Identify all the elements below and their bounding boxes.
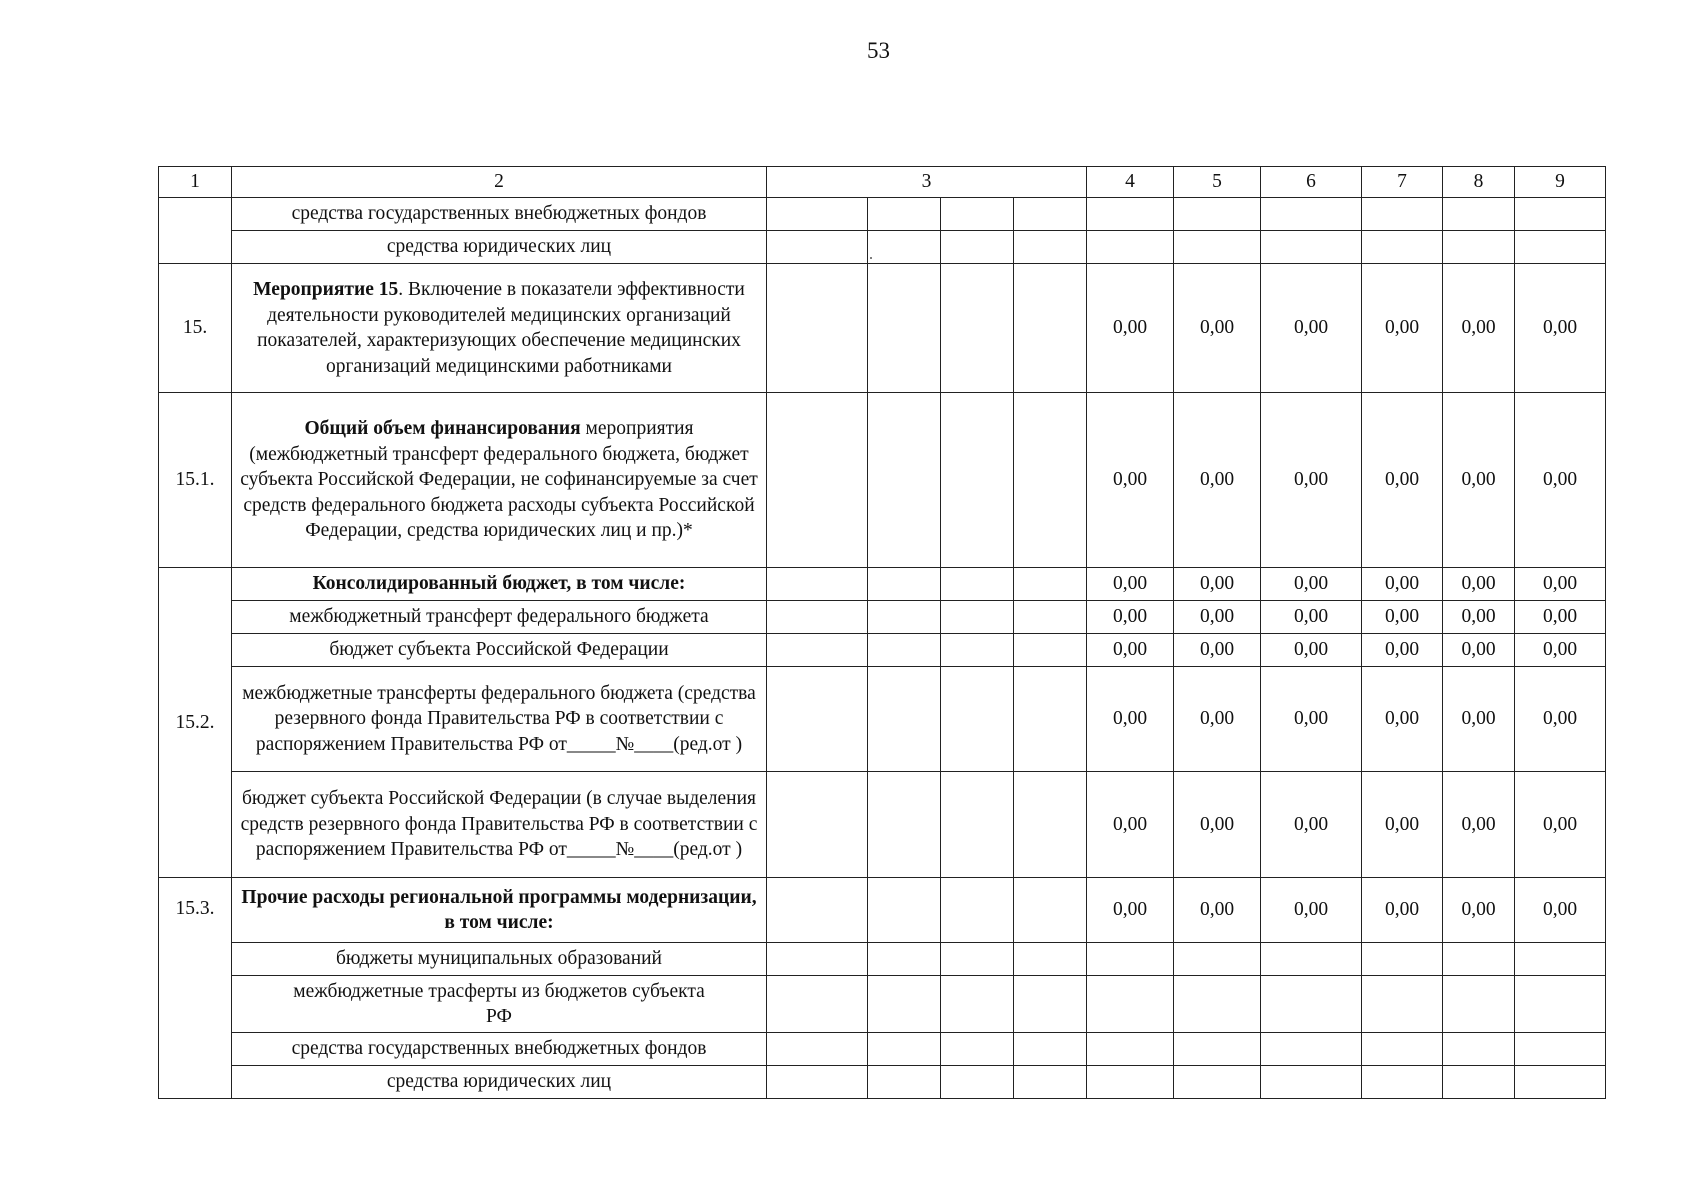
scan-dot <box>870 257 872 259</box>
value-cell: 0,00 <box>1515 393 1606 568</box>
value-cell <box>1443 198 1515 231</box>
value-cell: 0,00 <box>1362 667 1443 772</box>
row-description: бюджет субъекта Российской Федерации <box>232 634 767 667</box>
row-number: 15.3. <box>159 878 232 1099</box>
value-cell <box>1362 976 1443 1033</box>
header-col-5: 5 <box>1174 167 1261 198</box>
value-cell <box>1515 1033 1606 1066</box>
value-cell <box>1261 943 1362 976</box>
value-cell: 0,00 <box>1515 601 1606 634</box>
value-cell: 0,00 <box>1174 568 1261 601</box>
header-col-6: 6 <box>1261 167 1362 198</box>
row-description-rest: . Включение в показатели эффективности деятельности руководителей медицинских организаций показателей, характеризующих обеспечение медицинских организаций медицинскими работниками <box>257 279 745 377</box>
value-cell: 0,00 <box>1261 601 1362 634</box>
value-cell: 0,00 <box>1362 601 1443 634</box>
value-cell <box>1362 198 1443 231</box>
value-cell <box>1087 198 1174 231</box>
value-cell <box>1087 976 1174 1033</box>
value-cell: 0,00 <box>1087 264 1174 393</box>
value-cell: 0,00 <box>1362 634 1443 667</box>
value-cell: 0,00 <box>1362 393 1443 568</box>
table-row <box>159 772 1606 878</box>
value-cell <box>1087 231 1174 264</box>
row-description-rest: мероприятия (межбюджетный трансферт федерального бюджета, бюджет субъекта Российской Федерации, не софинансируемые за счет средств федерального бюджета расходы субъекта Российской Федерации, средства юридических лиц и пр.)* <box>240 418 758 542</box>
header-col-3: 3 <box>767 167 1087 198</box>
table-row <box>159 634 1606 667</box>
value-cell <box>1174 976 1261 1033</box>
value-cell <box>1087 1033 1174 1066</box>
value-cell <box>1362 1033 1443 1066</box>
value-cell: 0,00 <box>1174 667 1261 772</box>
table-row <box>159 878 1606 943</box>
value-cell: 0,00 <box>1087 772 1174 878</box>
value-cell: 0,00 <box>1174 634 1261 667</box>
value-cell <box>1261 1033 1362 1066</box>
table-row <box>159 1033 1606 1066</box>
value-cell <box>1443 1066 1515 1099</box>
row-description: средства государственных внебюджетных фондов <box>232 1033 767 1066</box>
row-number: 15. <box>159 264 232 393</box>
value-cell: 0,00 <box>1087 634 1174 667</box>
value-cell <box>1087 943 1174 976</box>
row-description: Консолидированный бюджет, в том числе: <box>232 568 767 601</box>
row-number <box>159 198 232 264</box>
value-cell: 0,00 <box>1261 568 1362 601</box>
value-cell: 0,00 <box>1515 667 1606 772</box>
value-cell: 0,00 <box>1515 634 1606 667</box>
value-cell <box>1443 943 1515 976</box>
value-cell: 0,00 <box>1087 601 1174 634</box>
value-cell: 0,00 <box>1174 393 1261 568</box>
value-cell: 0,00 <box>1087 568 1174 601</box>
value-cell <box>1362 1066 1443 1099</box>
value-cell: 0,00 <box>1443 634 1515 667</box>
value-cell <box>1515 231 1606 264</box>
row-description: межбюджетные трасферты из бюджетов субъекта РФ <box>232 976 767 1033</box>
table-row <box>159 601 1606 634</box>
row-description: Прочие расходы региональной программы модернизации, в том числе: <box>232 878 767 943</box>
value-cell: 0,00 <box>1087 667 1174 772</box>
row-number: 15.2. <box>159 568 232 878</box>
value-cell <box>1174 198 1261 231</box>
row-description: бюджеты муниципальных образований <box>232 943 767 976</box>
table-row <box>159 393 1606 568</box>
value-cell <box>1443 231 1515 264</box>
value-cell <box>1362 943 1443 976</box>
value-cell: 0,00 <box>1174 772 1261 878</box>
value-cell: 0,00 <box>1362 568 1443 601</box>
row-description: средства юридических лиц <box>232 231 767 264</box>
row-description <box>232 393 767 568</box>
header-col-7: 7 <box>1362 167 1443 198</box>
value-cell: 0,00 <box>1443 878 1515 943</box>
value-cell: 0,00 <box>1261 393 1362 568</box>
value-cell: 0,00 <box>1261 772 1362 878</box>
value-cell: 0,00 <box>1443 601 1515 634</box>
header-col-1: 1 <box>159 167 232 198</box>
table-row <box>159 667 1606 772</box>
value-cell: 0,00 <box>1443 772 1515 878</box>
value-cell: 0,00 <box>1515 264 1606 393</box>
value-cell <box>1515 976 1606 1033</box>
value-cell <box>1174 1066 1261 1099</box>
value-cell <box>1261 976 1362 1033</box>
row-description: межбюджетный трансферт федерального бюджета <box>232 601 767 634</box>
value-cell: 0,00 <box>1362 264 1443 393</box>
table-row <box>159 198 1606 231</box>
value-cell: 0,00 <box>1515 878 1606 943</box>
header-col-8: 8 <box>1443 167 1515 198</box>
value-cell: 0,00 <box>1443 393 1515 568</box>
value-cell: 0,00 <box>1515 772 1606 878</box>
budget-table <box>158 166 1606 1099</box>
value-cell: 0,00 <box>1174 264 1261 393</box>
row-description: средства государственных внебюджетных фондов <box>232 198 767 231</box>
table-row <box>159 943 1606 976</box>
header-col-9: 9 <box>1515 167 1606 198</box>
table-row <box>159 1066 1606 1099</box>
value-cell <box>1515 198 1606 231</box>
value-cell <box>1515 943 1606 976</box>
value-cell <box>1174 231 1261 264</box>
value-cell <box>1443 1033 1515 1066</box>
value-cell: 0,00 <box>1261 264 1362 393</box>
table-row <box>159 231 1606 264</box>
row-description-bold: Общий объем финансирования <box>304 418 581 440</box>
value-cell: 0,00 <box>1443 667 1515 772</box>
value-cell: 0,00 <box>1443 264 1515 393</box>
value-cell: 0,00 <box>1261 878 1362 943</box>
row-description-bold: Мероприятие 15 <box>253 279 399 300</box>
value-cell: 0,00 <box>1261 667 1362 772</box>
header-row <box>159 167 1606 198</box>
value-cell: 0,00 <box>1087 393 1174 568</box>
value-cell: 0,00 <box>1515 568 1606 601</box>
row-description: бюджет субъекта Российской Федерации (в случае выделения средств резервного фонда Правительства РФ в соответствии с распоряжением Правительства РФ от_____№____(ред.от ) <box>232 772 767 878</box>
table-row <box>159 264 1606 393</box>
value-cell: 0,00 <box>1362 772 1443 878</box>
value-cell <box>1515 1066 1606 1099</box>
value-cell <box>1362 231 1443 264</box>
row-description <box>232 264 767 393</box>
value-cell <box>1261 231 1362 264</box>
value-cell: 0,00 <box>1443 568 1515 601</box>
value-cell: 0,00 <box>1087 878 1174 943</box>
value-cell <box>1087 1066 1174 1099</box>
value-cell: 0,00 <box>1362 878 1443 943</box>
value-cell <box>1261 198 1362 231</box>
value-cell: 0,00 <box>1174 878 1261 943</box>
table-row <box>159 568 1606 601</box>
value-cell: 0,00 <box>1261 634 1362 667</box>
row-description: средства юридических лиц <box>232 1066 767 1099</box>
row-description: межбюджетные трансферты федерального бюджета (средства резервного фонда Правительства РФ в соответствии с распоряжением Правительства РФ от_____№____(ред.от ) <box>232 667 767 772</box>
value-cell <box>1174 943 1261 976</box>
value-cell <box>1261 1066 1362 1099</box>
row-number: 15.1. <box>159 393 232 568</box>
value-cell <box>1443 976 1515 1033</box>
table-row <box>159 976 1606 1033</box>
header-col-4: 4 <box>1087 167 1174 198</box>
page-number: 53 <box>867 38 890 63</box>
header-col-2: 2 <box>232 167 767 198</box>
value-cell: 0,00 <box>1174 601 1261 634</box>
value-cell <box>1174 1033 1261 1066</box>
